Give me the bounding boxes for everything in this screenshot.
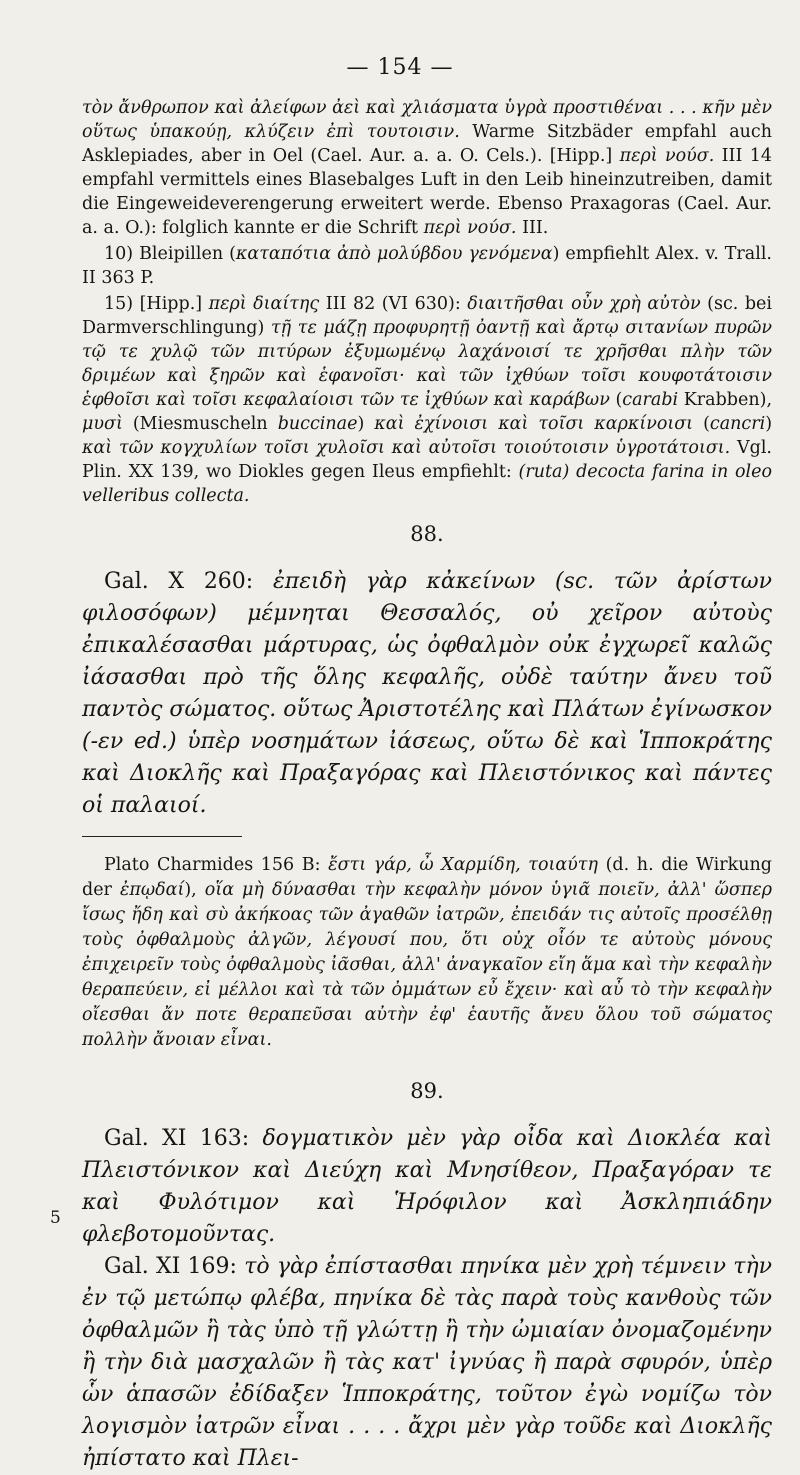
main-text <box>82 496 772 1475</box>
divider-rule <box>82 836 242 837</box>
greek-text: οἵα μὴ δύνασθαι τὴν κεφαλὴν μόνον ὑγιᾶ ποιεῖν, ἀλλ' ὥσπερ ἴσως ἤδη καὶ σὺ ἀκήκοας τῶν ἀγαθῶν ἰατρῶν, ἐπειδάν τις αὐτοῖς προσέλθῃ τοὺς ὀφθαλμοὺς ἀλγῶν, λέγουσί που, ὅτι οὐχ οἷόν τε αὐτοὺς μόνους ἐπιχειρεῖν τοὺς ὀφθαλμοὺς ἰᾶσθαι, ἀλλ' ἀναγκαῖον εἴη ἅμα καὶ τὴν κεφαλὴν θεραπεύειν, εἰ μέλλοι καὶ τὰ τῶν ὀμμάτων εὖ ἔχειν· καὶ αὖ τὸ τὴν κεφαλὴν οἴεσθαι ἄν ποτε θεραπεῦσαι αὐτὴν ἐφ' ἑαυτῆς ἄνευ ὅλου τοῦ σώματος πολλὴν ἄνοιαν εἶναι. <box>82 880 772 1050</box>
citation: Gal. XI 169: <box>104 1254 245 1279</box>
paragraph-gal-xi-169 <box>82 1251 772 1475</box>
latin-text: (ruta) decocta farina in oleo velleribus collecta. <box>82 462 773 506</box>
citation: Gal. XI 163: <box>104 1126 263 1151</box>
greek-text: καταπότια ἀπὸ μολύβδου γενόμενα <box>235 244 553 264</box>
footnotes-block <box>82 96 772 508</box>
section-number-89: 89. <box>410 1079 444 1103</box>
citation: Gal. X 260: <box>104 569 273 594</box>
text: 15) [Hipp.] <box>104 294 209 314</box>
text: Krabben), <box>678 390 773 410</box>
citation: Plato Charmides 156 B: <box>104 855 329 875</box>
text: ) <box>765 414 773 434</box>
footnote-10 <box>82 242 772 290</box>
greek-text: καὶ ἐχίνοισι καὶ τοῖσι καρκίνοισι <box>374 414 694 434</box>
plato-quote <box>82 853 772 1053</box>
text: (Miesmuscheln <box>122 414 278 434</box>
text: ( <box>609 390 623 410</box>
text: ( <box>693 414 710 434</box>
latin-text: carabi <box>622 390 679 410</box>
footnote-1 <box>82 96 772 240</box>
greek-text: περὶ νούσ. <box>423 218 517 238</box>
greek-text: ἐπῳδαί <box>119 880 185 900</box>
text: (sc. bei Darmverschlingung) <box>82 294 773 338</box>
paragraph-gal-xi-163 <box>82 1123 772 1251</box>
text: Vgl. Plin. XX 139, wo Diokles gegen Ileus empfiehlt: <box>82 438 772 482</box>
latin-text: cancri <box>709 414 766 434</box>
greek-text: καὶ τῶν κογχυλίων τοῖσι χυλοῖσι καὶ αὐτοῖσι τοιούτοισιν ὑγροτάτοισι. <box>82 438 731 458</box>
text: ), <box>184 880 205 900</box>
greek-text: ἔστι γάρ, ὦ Χαρμίδη, τοιαύτη <box>328 855 598 875</box>
greek-text: δογματικὸν μὲν γὰρ οἶδα καὶ Διοκλέα καὶ Πλειστόνικον καὶ Διεύχη καὶ Μνησίθεον, Πραξαγόραν τε καὶ Φυλότιμον καὶ Ἡρόφιλον καὶ Ἀσκληπιάδην φλεβοτομοῦντας. <box>82 1126 772 1247</box>
greek-text: ἐπειδὴ γὰρ κἀκείνων (sc. τῶν ἀρίστων φιλοσόφων) μέμνηται Θεσσαλός, οὐ χεῖρον αὐτοὺς ἐπικαλέσασθαι μάρτυρας, ὡς ὀφθαλμὸν οὐκ ἐγχωρεῖ καλῶς ἰάσασθαι πρὸ τῆς ὅλης κεφαλῆς, οὐδὲ ταύτην ἄνευ τοῦ παντὸς σώματος. οὕτως Ἀριστοτέλης καὶ Πλάτων ἐγίνωσκον (-εν ed.) ὑπὲρ νοσημάτων ἰάσεως, οὕτω δὲ καὶ Ἱπποκράτης καὶ Διοκλῆς καὶ Πραξαγόρας καὶ Πλειστόνικος καὶ πάντες οἱ παλαιοί. <box>82 569 772 818</box>
text: III. <box>516 218 549 238</box>
greek-text: τῇ τε μάζῃ προφυρητῇ ὀαντῇ καὶ ἄρτῳ σιτανίων πυρῶν τῷ τε χυλῷ τῶν πιτύρων ἐξυμωμένῳ λαχάνοισί τε χρῆσθαι πλὴν τῶν δριμέων καὶ ξηρῶν καὶ ἑφανοῖσι· καὶ τῶν ἰχθύων τοῖσι κουφοτάτοισιν ἑφθοῖσι καὶ τοῖσι κεφαλαίοισι τῶν τε ἰχθύων καὶ καράβων <box>82 318 773 410</box>
text: III 14 empfahl vermittels eines Blasebalges Luft in den Leib hineinzutreiben, damit die Eingeweideverengerung erweitert werde. Ebenso Praxagoras (Cael. Aur. a. a. O.): folglich kannte er die Schrift <box>82 146 772 238</box>
line-number: 5 <box>50 1208 61 1228</box>
footnote-15 <box>82 292 772 508</box>
text: (d. h. die Wirkung der <box>82 855 772 900</box>
text: III 82 (VI 630): <box>319 294 468 314</box>
greek-text: περὶ νούσ. <box>619 146 715 166</box>
section-number-88: 88. <box>410 522 444 546</box>
greek-text: τὸν ἄνθρωπον καὶ ἀλείφων ἀεὶ καὶ χλιάσματα ὑγρὰ προστιθέναι . . . κῆν μὲν οὕτως ὑπακούῃ, κλύζειν ἐπὶ τουτοισιν. <box>82 98 772 142</box>
greek-text: μυσὶ <box>82 414 123 434</box>
text: 10) Bleipillen ( <box>104 244 236 264</box>
text: ) empfiehlt Alex. v. Trall. II 363 P. <box>82 244 772 288</box>
text: Warme Sitzbäder empfahl auch Asklepiades, aber in Oel (Cael. Aur. a. a. O. Cels.). [Hipp.] <box>82 122 772 166</box>
text: ) <box>357 414 375 434</box>
greek-text: περὶ διαίτης <box>208 294 320 314</box>
paragraph-gal-x-260 <box>82 566 772 822</box>
greek-text: τὸ γὰρ ἐπίστασθαι πηνίκα μὲν χρὴ τέμνειν τὴν ἐν τῷ μετώπῳ φλέβα, πηνίκα δὲ τὰς παρὰ τοὺς κανθοὺς τῶν ὀφθαλμῶν ἢ τὰς ὑπὸ τῇ γλώττῃ ἢ τὴν ὠμιαίαν ὀνομαζομένην ἢ τὴν διὰ μασχαλῶν ἢ τὰς κατ' ἰγνύας ἢ παρὰ σφυρόν, ὑπὲρ ὧν ἁπασῶν ἐδίδαξεν Ἱπποκράτης, τοῦτον ἐγὼ νομίζω τὸν λογισμὸν ἰατρῶν εἶναι . . . . ἄχρι μὲν γὰρ τοῦδε καὶ Διοκλῆς ἠπίστατο καὶ Πλει- <box>82 1254 772 1471</box>
greek-text: διαιτῆσθαι οὖν χρὴ αὐτὸν <box>467 294 701 314</box>
page-number: — 154 — <box>346 55 454 80</box>
latin-text: buccinae <box>277 414 358 434</box>
